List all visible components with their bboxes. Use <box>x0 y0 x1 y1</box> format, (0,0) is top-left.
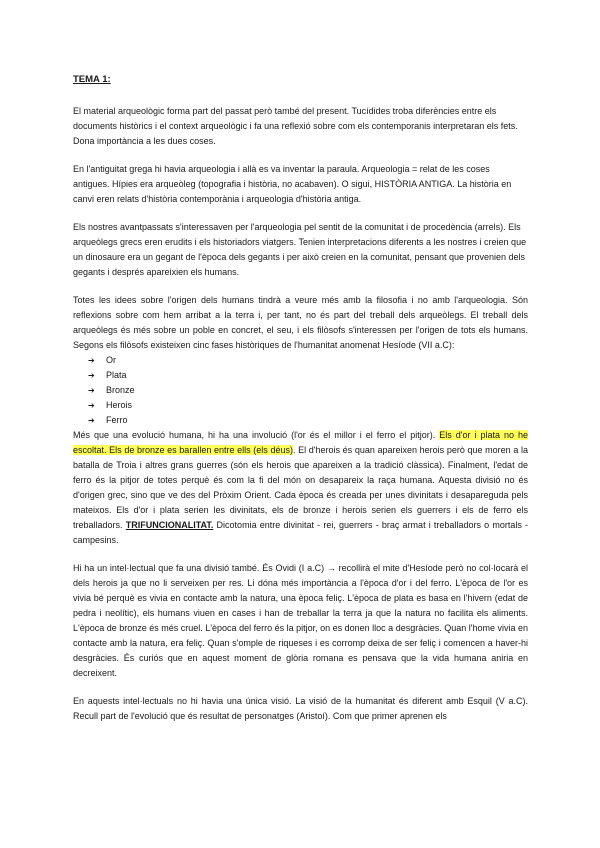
list-item: ➔ Ferro <box>88 413 528 428</box>
list-item: ➔ Herois <box>88 398 528 413</box>
document-title: TEMA 1: <box>73 74 111 85</box>
paragraph-7: En aquests intel·lectuals no hi havia una única visió. La visió de la humanitat és diferent amb Esquil (V a.C). Recull part de l'evolució que és resultat de personatges (Aristoí). Com que primer aprenen els <box>73 696 528 721</box>
ages-list <box>73 353 528 428</box>
arrow-icon: ➔ <box>88 416 95 425</box>
paragraph-3: Els nostres avantpassats s'interessaven per l'arqueologia pel sentit de la comunitat i de procedència (arrels). Els arqueòlegs grecs eren erudits i els historiadors viatgers. Tenien interpretacions diferents a les nostres i creien que un dinosaure era un gegant de l'època dels gegants i per això creien en la comunitat, pensant que provenien dels gegants i després apareixien els humans. <box>73 222 527 277</box>
paragraph-2: En l'antiguitat grega hi havia arqueologia i allà es va inventar la paraula. Arqueologia = relat de les coses antigues. Hípies era arqueòleg (topografia i història, no acabaven). O sigui, HISTÒRIA ANTIGA. La història en canvi eren relats d'història contemporània i arqueologia d'història antiga. <box>73 164 512 204</box>
arrow-icon: ➔ <box>88 401 95 410</box>
arrow-icon: ➔ <box>88 386 95 395</box>
list-item: ➔ Or <box>88 353 528 368</box>
document-body <box>73 74 528 737</box>
list-item: ➔ Bronze <box>88 383 528 398</box>
paragraph-4: Totes les idees sobre l'origen dels humans tindrà a veure més amb la filosofia i no amb l'arqueologia. Són reflexions sobre com hem arribat a la terra i, per tant, no és part del treball dels arqueòlegs. El treball dels arqueòlegs és més sobre un poble en concret, el seu, i els filòsofs s'interessen per l'origen de tots els humans. Segons els filòsofs existeixen cinc fases històriques de l'humanitat anomenat Hesíode (VII a.C): <box>73 295 528 350</box>
list-item: ➔ Plata <box>88 368 528 383</box>
paragraph-5: Més que una evolució humana, hi ha una involució (l'or és el millor i el ferro el pitjor). Els d'or i plata no he escoltat. Els de bronze es barallen entre ells (els déus). El d'herois és quan apareixen herois però que moren a la batalla de Troia i altres grans guerres (són els herois que apareixen a la tradició clàssica). Finalment, l'edat de ferro és la pitjor de totes perquè és com la fi del món on desapareix la raça humana. Aquesta divisió no és d'origen grec, sino que ve des del Pròxim Orient. Cada època és creada per unes divinitats i desapareguda pels mateixos. Els d'or i plata serien les divinitats, els de bronze i herois serien els guerrers i els de ferro els treballadors. TRIFUNCIONALITAT. Dicotomia entre divinitat - rei, guerrers - braç armat i treballadors o mortals - campesins. <box>73 430 529 545</box>
paragraph-1: El material arqueològic forma part del passat però també del present. Tucídides troba diferències entre els documents històrics i el context arqueològic i fa una reflexió sobre com els contemporanis interpretaran els fets. Dona importància a les dues coses. <box>73 106 518 146</box>
arrow-icon: ➔ <box>88 371 95 380</box>
paragraph-6: Hi ha un intel·lectual que fa una divisió també. És Ovidi (I a.C) → recollirà el mite d'Hesíode però no col·locarà el dels herois ja que no li serveixen per res. Li dóna més importància a l'època d'or i del ferro. L'època de l'or es vivia bé perquè es vivia en contacte amb la natura, una època feliç. L'època de plata es basa en l'hivern (edat de pedra i neolític), els humans viuen en cases i han de treballar la terra ja que la natura no facilita els aliments. L'època de bronze és més cruel. L'època del ferro és la pitjor, on es donen lloc a desgràcies. Quan l'home vivia en contacte amb la natura, era feliç. Quan s'omple de riqueses i es corromp deixa de ser feliç i comencen a haver-hi desgràcies. És curiós que en aquest moment de glòria romana es pensava que la vida humana aniria en decreixent. <box>73 563 528 678</box>
trifuncionalitat-term: TRIFUNCIONALITAT. <box>125 520 214 530</box>
arrow-icon: ➔ <box>88 356 95 365</box>
highlighted-text: Els d'or i plata no he escoltat. Els de bronze es barallen entre ells (els déus) <box>73 430 528 455</box>
